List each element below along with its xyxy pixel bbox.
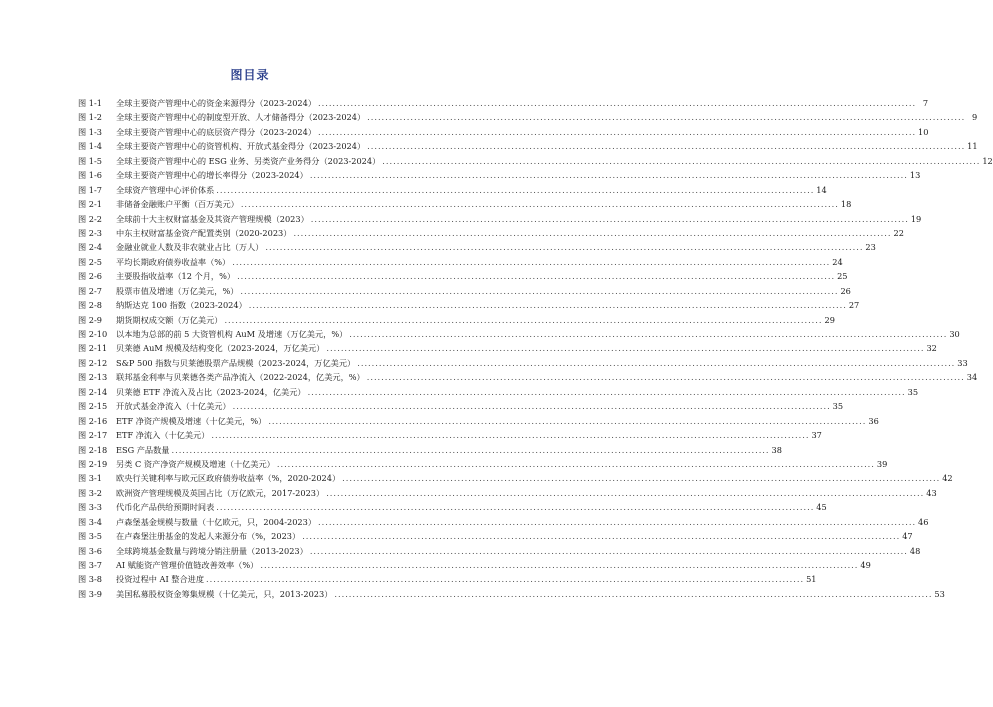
toc-entry[interactable]: [78, 370, 978, 384]
toc-entry-title: 全球前十大主权财富基金及其资产管理规模（2023）: [116, 213, 309, 224]
toc-entry[interactable]: [78, 457, 888, 471]
toc-entry-page-number: 30: [949, 329, 960, 339]
toc-entry[interactable]: [78, 486, 937, 500]
toc-entry-title: 纳斯达克 100 指数（2023-2024）: [116, 300, 247, 311]
toc-leader-dots: [311, 212, 909, 226]
toc-entry-page-number: 38: [771, 444, 782, 455]
toc-entry-label: 图 3-7: [78, 560, 102, 570]
toc-entry-label: 图 2-15: [78, 401, 108, 412]
toc-entry-page-number: 35: [832, 401, 844, 412]
toc-leader-dots: [318, 125, 916, 139]
toc-entry[interactable]: [78, 529, 913, 543]
toc-entry-page-number: 34: [966, 372, 978, 383]
toc-entry-title: 全球主要资产管理中心的底层资产得分（2023-2024）: [116, 126, 317, 137]
toc-leader-dots: [224, 313, 822, 327]
toc-entry-page-number: 12: [982, 155, 993, 166]
toc-leader-dots: [349, 327, 947, 341]
toc-entry[interactable]: [78, 341, 937, 355]
toc-entry-page-number: 47: [902, 531, 913, 542]
toc-entry-title: 全球主要资产管理中心的增长率得分（2023-2024）: [116, 170, 308, 181]
toc-entry-label: 图 3-3: [78, 502, 102, 513]
toc-entry[interactable]: [78, 226, 904, 240]
toc-entry-page-number: 18: [840, 199, 852, 210]
toc-entry-label: 图 1-7: [78, 184, 102, 195]
toc-entry-title: 全球跨境基金数量与跨境分销注册量（2013-2023）: [116, 545, 308, 556]
toc-entry[interactable]: [78, 154, 993, 168]
toc-entry-page-number: 36: [868, 415, 879, 426]
toc-entry[interactable]: [78, 587, 945, 601]
toc-entry[interactable]: [78, 240, 876, 254]
toc-entry-page-number: 37: [811, 430, 822, 441]
toc-entry-label: 图 2-9: [78, 314, 102, 325]
toc-leader-dots: [171, 443, 769, 457]
toc-entry-label: 图 2-16: [78, 415, 108, 426]
toc-entry-title: AI 赋能资产管理价值链改善效率（%）: [116, 560, 259, 570]
toc-entry-label: 图 3-8: [78, 574, 102, 585]
toc-entry-title: 股票市值及增速（万亿美元，%）: [116, 285, 239, 296]
toc-leader-dots: [240, 284, 838, 298]
toc-entry-title: 联邦基金利率与贝莱德各类产品净流入（2022-2024，亿美元，%）: [116, 372, 365, 383]
toc-entry-page-number: 33: [957, 357, 968, 368]
toc-entry-label: 图 2-10: [78, 329, 108, 339]
toc-entry-page-number: 53: [934, 588, 945, 599]
toc-entry-label: 图 1-1: [78, 98, 102, 108]
toc-entry[interactable]: [78, 269, 848, 283]
toc-entry-label: 图 2-12: [78, 357, 108, 368]
toc-entry[interactable]: [78, 544, 921, 558]
toc-entry-title: 另类 C 资产净资产规模及增速（十亿美元）: [116, 458, 275, 469]
toc-leader-dots: [326, 341, 924, 355]
toc-entry[interactable]: [78, 212, 922, 226]
toc-leader-dots: [310, 168, 908, 182]
toc-entry-page-number: 14: [816, 184, 827, 195]
toc-entry-page-number: 13: [909, 170, 921, 181]
toc-leader-dots: [326, 486, 924, 500]
toc-entry-title: 美国私募股权资金筹集规模（十亿美元，只，2013-2023）: [116, 588, 333, 599]
toc-entry[interactable]: [78, 356, 968, 370]
toc-entry[interactable]: [78, 428, 822, 442]
toc-entry-title: 代币化产品供给预期时间表: [116, 502, 215, 513]
toc-entry-label: 图 2-7: [78, 285, 102, 296]
toc-entry-label: 图 2-14: [78, 386, 108, 397]
toc-entry-page-number: 48: [909, 545, 921, 556]
toc-entry-page-number: 45: [816, 502, 827, 513]
toc-leader-dots: [310, 544, 908, 558]
toc-entry-label: 图 2-5: [78, 256, 102, 267]
toc-entry-title: 欧央行关键利率与欧元区政府债券收益率（%，2020-2024）: [116, 473, 341, 484]
toc-entry[interactable]: [78, 197, 852, 211]
toc-leader-dots: [206, 572, 804, 586]
toc-leader-dots: [216, 183, 814, 197]
toc-entry[interactable]: [78, 471, 953, 485]
toc-entry-label: 图 2-1: [78, 199, 102, 210]
toc-entry-title: 中东主权财富基金资产配置类别（2020-2023）: [116, 227, 292, 238]
toc-entry-label: 图 2-13: [78, 372, 108, 383]
toc-entry[interactable]: [78, 414, 879, 428]
toc-entry[interactable]: [78, 399, 844, 413]
toc-entry-label: 图 1-2: [78, 112, 102, 123]
toc-leader-dots: [318, 96, 916, 110]
toc-entry-title: 全球主要资产管理中心的制度型开放、人才储备得分（2023-2024）: [116, 112, 366, 123]
toc-entry-title: 金融业就业人数及非农就业占比（万人）: [116, 242, 264, 253]
toc-entry-label: 图 1-6: [78, 170, 102, 181]
toc-entry-page-number: 7: [922, 98, 929, 108]
toc-leader-dots: [334, 587, 932, 601]
toc-entry-title: 全球主要资产管理中心的资金来源得分（2023-2024）: [116, 98, 317, 108]
toc-entry[interactable]: [78, 500, 827, 514]
toc-entry[interactable]: [78, 313, 835, 327]
toc-entry-title: ETF 净流入（十亿美元）: [116, 430, 210, 441]
toc-entry-page-number: 9: [971, 112, 978, 123]
toc-entry-label: 图 2-18: [78, 444, 108, 455]
toc-entry-label: 图 3-4: [78, 516, 102, 527]
toc-entry[interactable]: [78, 125, 929, 139]
toc-entry-label: 图 1-4: [78, 141, 102, 152]
toc-entry-label: 图 2-11: [78, 343, 108, 354]
toc-entry-page-number: 10: [918, 126, 929, 137]
toc-entry-page-number: 42: [942, 473, 953, 484]
toc-leader-dots: [318, 515, 916, 529]
toc-entry-title: 期货期权成交额（万亿美元）: [116, 314, 223, 325]
toc-entry-label: 图 2-17: [78, 430, 108, 441]
toc-entry-page-number: 25: [837, 271, 848, 282]
figure-list: [78, 96, 993, 601]
toc-leader-dots: [249, 298, 847, 312]
toc-title: 图目录: [230, 68, 270, 82]
toc-leader-dots: [367, 110, 965, 124]
toc-entry-page-number: 32: [926, 343, 937, 354]
toc-entry-page-number: 29: [824, 314, 835, 325]
toc-entry-page-number: 19: [910, 213, 922, 224]
toc-entry-title: ETF 净资产规模及增速（十亿美元，%）: [116, 415, 267, 426]
toc-entry[interactable]: [78, 183, 827, 197]
toc-entry-label: 图 3-6: [78, 545, 102, 556]
toc-leader-dots: [241, 197, 839, 211]
toc-leader-dots: [277, 457, 875, 471]
toc-entry-title: 卢森堡基金规模与数量（十亿欧元，只，2004-2023）: [116, 516, 317, 527]
toc-leader-dots: [367, 370, 965, 384]
toc-entry[interactable]: [78, 168, 921, 182]
toc-leader-dots: [237, 269, 835, 283]
toc-leader-dots: [342, 471, 940, 485]
toc-entry[interactable]: [78, 385, 919, 399]
toc-leader-dots: [265, 240, 863, 254]
toc-leader-dots: [233, 399, 831, 413]
toc-entry-page-number: 27: [848, 300, 860, 311]
toc-entry-page-number: 51: [806, 574, 817, 585]
toc-entry[interactable]: [78, 515, 929, 529]
toc-leader-dots: [367, 139, 965, 153]
toc-entry[interactable]: [78, 139, 978, 153]
toc-leader-dots: [357, 356, 955, 370]
toc-entry[interactable]: [78, 443, 782, 457]
toc-entry-title: S&P 500 指数与贝莱德股票产品规模（2023-2024，万亿美元）: [116, 357, 356, 368]
toc-entry-label: 图 1-3: [78, 126, 102, 137]
toc-entry-page-number: 43: [926, 487, 937, 498]
toc-entry-page-number: 24: [832, 256, 843, 267]
toc-entry-title: 贝莱德 AuM 规模及结构变化（2023-2024，万亿美元）: [116, 343, 325, 354]
toc-entry[interactable]: [78, 96, 929, 110]
toc-leader-dots: [308, 385, 906, 399]
toc-leader-dots: [382, 154, 980, 168]
toc-leader-dots: [302, 529, 900, 543]
toc-entry-page-number: 22: [893, 227, 904, 238]
toc-entry-label: 图 3-2: [78, 487, 102, 498]
toc-entry-label: 图 2-19: [78, 458, 108, 469]
toc-entry[interactable]: [78, 284, 851, 298]
toc-entry-page-number: 11: [967, 141, 978, 152]
toc-entry-title: 非储备金融账户平衡（百万美元）: [116, 199, 239, 210]
toc-entry-label: 图 2-4: [78, 242, 102, 253]
toc-entry-title: 以本地为总部的前 5 大资管机构 AuM 及增速（万亿美元，%）: [116, 329, 348, 339]
toc-entry-title: 全球主要资产管理中心的 ESG 业务、另类资产业务得分（2023-2024）: [116, 155, 381, 166]
toc-entry-page-number: 23: [865, 242, 876, 253]
toc-entry-page-number: 26: [840, 285, 851, 296]
toc-leader-dots: [268, 414, 866, 428]
toc-entry[interactable]: [78, 558, 871, 572]
toc-entry-title: 平均长期政府债券收益率（%）: [116, 256, 231, 267]
toc-leader-dots: [260, 558, 858, 572]
toc-entry-title: 在卢森堡注册基金的发起人来源分布（%，2023）: [116, 531, 301, 542]
toc-entry[interactable]: [78, 572, 817, 586]
toc-entry-title: 全球主要资产管理中心的资管机构、开放式基金得分（2023-2024）: [116, 141, 366, 152]
toc-entry-page-number: 35: [907, 386, 919, 397]
toc-entry[interactable]: [78, 255, 843, 269]
toc-leader-dots: [216, 500, 814, 514]
toc-entry-label: 图 2-3: [78, 227, 102, 238]
toc-leader-dots: [211, 428, 809, 442]
toc-entry-label: 图 3-5: [78, 531, 102, 542]
toc-entry-label: 图 3-1: [78, 473, 102, 484]
toc-entry-label: 图 2-8: [78, 300, 102, 311]
toc-entry[interactable]: [78, 110, 978, 124]
toc-entry-title: ESG 产品数量: [116, 444, 170, 455]
toc-entry-title: 投资过程中 AI 整合进度: [116, 574, 205, 585]
toc-entry-label: 图 3-9: [78, 588, 102, 599]
toc-leader-dots: [232, 255, 830, 269]
toc-entry-title: 开放式基金净流入（十亿美元）: [116, 401, 231, 412]
toc-entry-label: 图 2-2: [78, 213, 102, 224]
toc-entry-title: 欧洲资产管理规模及英国占比（万亿欧元，2017-2023）: [116, 487, 325, 498]
toc-leader-dots: [293, 226, 891, 240]
toc-entry-page-number: 46: [918, 516, 929, 527]
toc-entry-title: 贝莱德 ETF 净流入及占比（2023-2024，亿美元）: [116, 386, 306, 397]
toc-entry-title: 全球资产管理中心评价体系: [116, 184, 215, 195]
toc-entry[interactable]: [78, 327, 960, 341]
toc-entry[interactable]: [78, 298, 860, 312]
toc-entry-page-number: 39: [876, 458, 888, 469]
toc-entry-page-number: 49: [860, 560, 871, 570]
toc-entry-label: 图 1-5: [78, 155, 102, 166]
toc-entry-title: 主要股指收益率（12 个月，%）: [116, 271, 236, 282]
toc-entry-label: 图 2-6: [78, 271, 102, 282]
